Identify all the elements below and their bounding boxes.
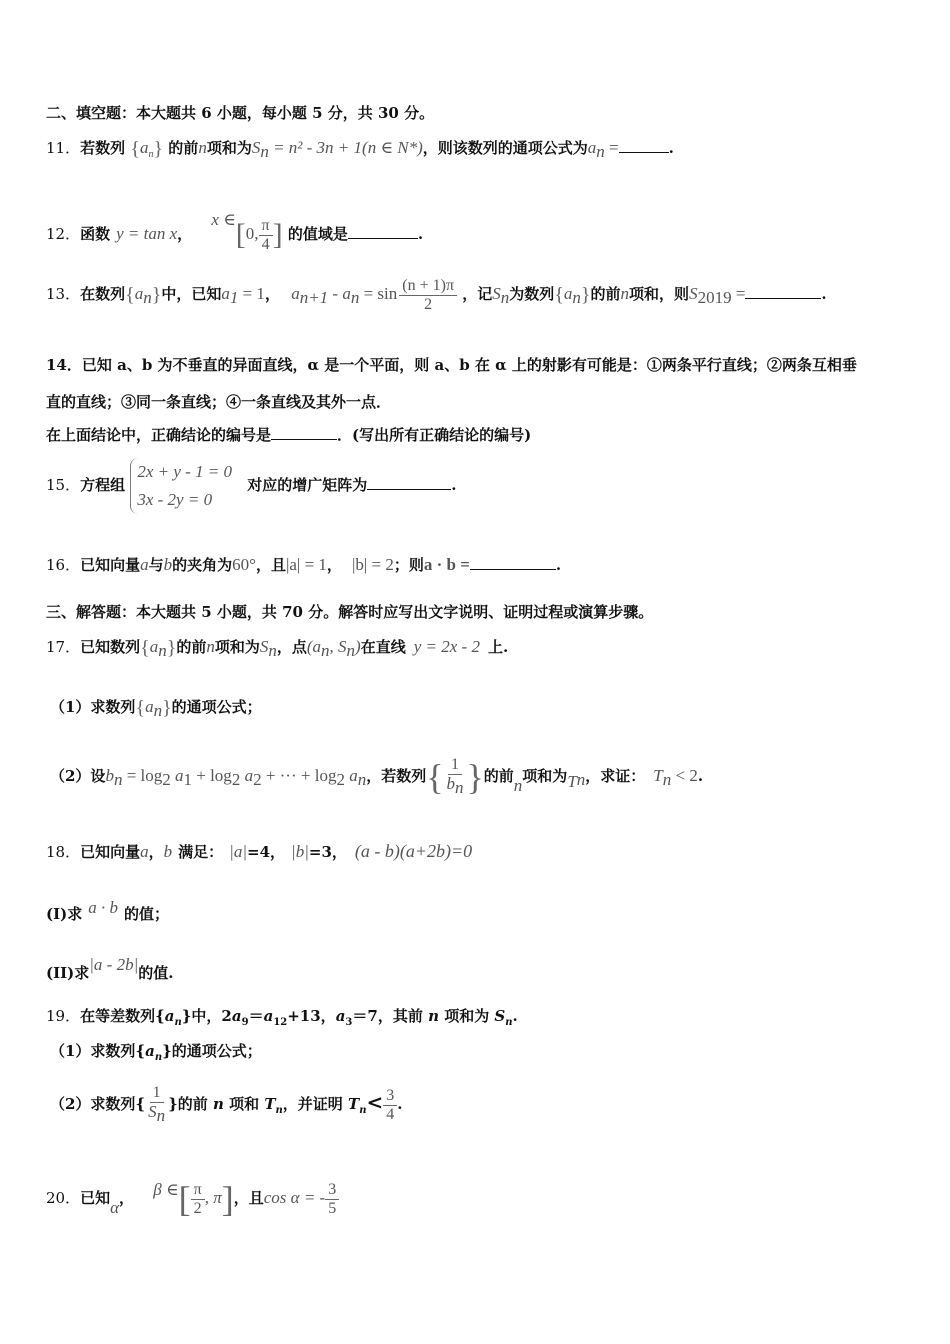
q16-text-4: ，且 — [255, 556, 286, 574]
q11-n: n — [198, 138, 207, 157]
q11-answer-eq: = — [604, 138, 619, 157]
q19-frac-num: 1 — [150, 1084, 164, 1103]
q19-part-2-text-a: （2）求数列{ — [50, 1095, 146, 1113]
q18-mag-b: |b| — [291, 842, 309, 861]
q17-bn-log-1: = log — [122, 766, 163, 785]
q19-sn: S — [494, 1007, 506, 1025]
q12-frac-den: 4 — [261, 235, 270, 253]
q20-pi-over-2 — [191, 1181, 205, 1218]
q16-mag-b: |b| = 2 — [351, 555, 394, 574]
q19-frac2-num: 3 — [383, 1087, 397, 1106]
q11-formula: S — [251, 138, 261, 157]
q17-part-1-seq: a — [145, 697, 154, 716]
q13-n: n — [620, 284, 630, 303]
section-2-header-text: 二、填空题：本大题共 6 小题，每小题 5 分，共 30 分。 — [46, 104, 435, 122]
q18-mag-a: |a| — [229, 842, 247, 861]
q18-part-2-expr: |a - 2b| — [89, 955, 139, 974]
question-15 — [46, 455, 457, 515]
question-18-part-2 — [46, 955, 174, 983]
q17-text-5: 在直线 — [360, 638, 406, 656]
q12-close-bracket: ] — [272, 218, 283, 251]
q13-comma: ， — [264, 285, 280, 303]
q17-frac-den: b — [446, 774, 455, 794]
q13-a1: a — [221, 284, 230, 303]
q19-an: a — [164, 1007, 175, 1025]
q14-text-line-3b: ．(写出所有正确结论的编号) — [337, 426, 532, 444]
q17-bn: b — [105, 766, 114, 785]
q17-text-3: 项和为 — [214, 638, 260, 656]
question-19-part-1: （1）求数列$\{a_n\}$的通项公式； — [50, 1042, 262, 1063]
question-14-line-3 — [46, 425, 531, 445]
question-19-part-2: （2）求数列{ $\frac{1}{S_n}$ }的前 n 项和 $T_n$，并证明 $T_n<$ $\frac{3}{4}$ . — [50, 1084, 403, 1126]
question-17-part-1: （1）求数列$\{a_n\}$的通项公式； — [50, 697, 262, 720]
q19-text-5: ＝7，其前 — [352, 1007, 429, 1025]
question-20 — [46, 1165, 339, 1219]
question-19: 19．在等差数列$\{a_n\}$中，$2a_9=a_{12}+13$，$a_3=7$，其前 n 项和为 $S_n$. — [46, 1007, 518, 1028]
q15-text-1: 方程组 — [80, 476, 126, 494]
q12-answer-blank[interactable] — [348, 224, 418, 239]
q13-frac-den: 2 — [424, 295, 433, 313]
q18-text-2: 满足： — [178, 843, 224, 861]
q20-beta: β ∈ — [153, 1180, 179, 1199]
q11-answer-var: a — [587, 138, 597, 157]
q13-seq: a — [134, 284, 144, 303]
q15-text-2: 对应的增广矩阵为 — [247, 476, 368, 494]
q16-end: . — [555, 556, 562, 574]
q19-three-quarters — [383, 1087, 397, 1124]
section-3-header — [46, 602, 653, 622]
q11-text-2: 的前 — [168, 139, 199, 157]
q18-comma: ， — [148, 843, 164, 861]
q11-text-1: 若数列 — [80, 139, 126, 157]
question-16 — [46, 555, 561, 575]
q19-tn: T — [264, 1095, 276, 1113]
q12-text-2: 的值域是 — [287, 225, 348, 243]
question-13: 13．在数列$\{a_n\}$中，已知$a_1 = 1$， $a_{n+1} - a_n = \sin$ $\frac{(n + 1)\pi}{2}$ ，记$S_n$为数列$\{a_n\}$的前n项和，则$S_{2019}$ = . — [46, 276, 827, 313]
q20-text-2: ，且 — [233, 1189, 264, 1207]
q19-frac-den: S — [148, 1102, 157, 1122]
q19-text-3: ＝ — [248, 1007, 264, 1025]
q17-n: n — [206, 637, 215, 656]
q19-part-1-text-b: }的通项公式； — [162, 1042, 262, 1060]
q12-zero: 0, — [245, 224, 259, 243]
q17-sn: S — [259, 637, 269, 656]
q13-s2019: S — [689, 284, 698, 303]
q19-a3: a — [335, 1007, 346, 1025]
q18-value-1: =4， — [247, 843, 286, 861]
q17-text-1: 已知数列 — [80, 638, 141, 656]
q18-part-2-text-a: 求 — [74, 964, 90, 982]
q20-frac2-den: 5 — [328, 1199, 337, 1217]
q19-reciprocal-sn: $\frac{1}{S_n}$ — [148, 1084, 166, 1126]
q14-text-line-1: 14．已知 a、b 为不垂直的异面直线，α 是一个平面，则 a、b 在 α 上的射影有可能是：①两条平行直线；②两条互相垂 — [46, 356, 857, 374]
q17-tn: T — [567, 772, 577, 791]
q11-text-3: 项和为 — [206, 139, 252, 157]
section-3-header-text: 三、解答题：本大题共 5 小题，共 70 分。解答时应写出文字说明、证明过程或演算步骤。 — [46, 603, 654, 621]
q18-value-2: =3， — [308, 843, 347, 861]
q15-answer-blank[interactable] — [367, 475, 451, 490]
q12-text-1: 函数 — [80, 225, 111, 243]
q18-part-1-expr: a · b — [88, 898, 118, 917]
q13-text-2: 中，已知 — [161, 285, 222, 303]
q13-text-4: 为数列 — [509, 285, 555, 303]
q11-number: 11． — [46, 139, 81, 157]
q19-part-2-n: n — [212, 1095, 224, 1113]
q11-formula-rest: = n² - 3n + 1(n ∈ N*) — [268, 138, 423, 157]
q19-frac2-den: 4 — [386, 1105, 395, 1123]
q13-recurrence-mid: - a — [328, 284, 351, 303]
q16-angle: 60° — [232, 555, 256, 574]
q11-text-4: ，则该数列的通项公式为 — [422, 139, 588, 157]
q17-seq: a — [149, 637, 159, 656]
q16-text-2: 与 — [148, 556, 164, 574]
q18-text-1: 已知向量 — [80, 843, 141, 861]
q19-part-1-text-a: （1）求数列{ — [50, 1042, 146, 1060]
q13-fraction — [399, 277, 457, 314]
q19-a12: a — [263, 1007, 274, 1025]
q17-text-6: 上. — [487, 638, 509, 656]
q19-text-1: 在等差数列{ — [80, 1007, 165, 1025]
question-17: 17．已知数列$\{a_n\}$的前n项和为$S_n$，点($a_n$, $S_n$)在直线 y = 2x - 2 上. — [46, 637, 509, 660]
q11-seq: a — [139, 138, 149, 157]
question-11: 11．若数列 $\{a_n\}$ 的前n项和为$S_n = n^2 - 3n + 1(n$ ∈ N*)，则该数列的通项公式为$a_n$ = . — [46, 138, 674, 161]
q19-number: 19． — [46, 1007, 81, 1025]
q18-part-1-text-a: 求 — [67, 905, 83, 923]
q13-text-5: 的前 — [590, 285, 621, 303]
question-18 — [46, 838, 472, 864]
q19-end: . — [397, 1095, 403, 1113]
q17-frac-num: 1 — [448, 756, 462, 775]
q19-text-6: 项和为 — [438, 1007, 495, 1025]
q17-bn-a1: a — [170, 766, 184, 785]
q15-equation-2: 3x - 2y = 0 — [137, 490, 213, 509]
q19-end: . — [512, 1007, 518, 1025]
q18-vector-a: a — [140, 842, 149, 861]
q13-seq-2: a — [563, 284, 573, 303]
q20-cos-alpha: cos α = - — [263, 1188, 326, 1207]
q19-less-than: < — [366, 1090, 384, 1114]
q16-text-3: 的夹角为 — [172, 556, 233, 574]
q16-text-5: ；则 — [393, 556, 424, 574]
q20-frac2-num: 3 — [325, 1181, 339, 1200]
q12-end: . — [417, 225, 424, 243]
q20-alpha: α — [110, 1198, 120, 1217]
q17-reciprocal-bn: $\frac{1}{b_n}$ — [446, 756, 464, 798]
q12-open-bracket: [ — [235, 218, 246, 251]
q16-number: 16． — [46, 556, 81, 574]
q20-number: 20． — [46, 1189, 81, 1207]
q19-a9: a — [231, 1007, 242, 1025]
q17-text-10: ，求证： — [585, 767, 646, 785]
q17-bn-log-n: + ··· + log — [261, 766, 337, 785]
q20-close-bracket: ] — [221, 1179, 234, 1219]
q17-point-mid: , S — [329, 637, 347, 656]
q13-end: . — [821, 285, 827, 303]
q19-part-2-text-b: }的前 — [168, 1095, 213, 1113]
q20-pi: , π — [204, 1188, 222, 1207]
q17-part-2-n: n — [513, 776, 523, 795]
q19-tn-2: T — [348, 1095, 360, 1113]
q18-part-1-text-b: 的值； — [123, 905, 169, 923]
q17-bn-an: a — [344, 766, 358, 785]
q11-answer-blank[interactable] — [619, 138, 669, 153]
q17-number: 17． — [46, 638, 81, 656]
q17-inequality: T — [653, 766, 663, 785]
q17-inequality-rest: < 2 — [671, 766, 698, 785]
q13-text-1: 在数列 — [80, 285, 126, 303]
q13-recurrence-sin: = sin — [359, 284, 398, 303]
q12-number: 12． — [46, 225, 81, 243]
q20-frac-num: π — [191, 1181, 205, 1200]
q16-comma: ， — [326, 556, 342, 574]
q19-part-1-an: a — [145, 1042, 155, 1060]
q12-domain-var: x ∈ — [211, 210, 236, 229]
q11-end: . — [668, 139, 674, 157]
q13-recurrence: a — [291, 284, 300, 303]
q13-number: 13． — [46, 285, 81, 303]
q18-part-2-label: (II) — [46, 964, 75, 982]
q12-pi-over-4 — [259, 217, 273, 254]
section-2-header — [46, 103, 434, 123]
q12-comma: ， — [177, 225, 193, 243]
question-17-part-2: （2）设$b_n = \log_2 a_1 + \log_2 a_2$ + ··· + $\log_2 a_n$，若数列{ $\frac{1}{b_n}$ }的前n项和为$T_n$，求证： $T_n < 2$. — [50, 756, 704, 798]
q13-text-3: ，记 — [462, 285, 493, 303]
q17-text-2: 的前 — [176, 638, 207, 656]
q20-three-fifths — [325, 1181, 339, 1218]
q17-text-4: ，点 — [276, 638, 307, 656]
q13-text-6: 项和，则 — [629, 285, 690, 303]
q19-text-4: +13， — [287, 1007, 336, 1025]
q13-equals: = — [731, 284, 746, 303]
q17-point: (a — [306, 637, 322, 656]
q14-answer-blank[interactable] — [271, 425, 337, 440]
q20-text-1: 已知 — [80, 1189, 111, 1207]
q17-part-1-text-a: （1）求数列 — [50, 698, 136, 716]
q19-text-2: }中，2 — [181, 1007, 232, 1025]
q15-equation-system — [130, 458, 232, 514]
q17-line-equation: y = 2x - 2 — [413, 637, 480, 656]
q16-vector-a: a — [140, 555, 149, 574]
q20-frac-den: 2 — [193, 1199, 202, 1217]
q20-open-bracket: [ — [178, 1179, 191, 1219]
q19-part-2-text-d: ，并证明 — [282, 1095, 349, 1113]
q18-part-2-text-b: 的值. — [138, 964, 174, 982]
q18-part-1-label: (I) — [46, 905, 68, 923]
question-18-part-1 — [46, 898, 169, 924]
q17-bn-a2: a — [240, 766, 254, 785]
q20-comma: ， — [119, 1189, 135, 1207]
q17-part-2-text-a: （2）设 — [50, 767, 106, 785]
q13-a1-value: = 1 — [238, 284, 265, 303]
q16-answer-blank[interactable] — [470, 555, 556, 570]
question-12 — [46, 200, 424, 253]
q17-point-end: ) — [355, 637, 361, 656]
q16-vector-b: b — [163, 555, 173, 574]
q19-n: n — [428, 1007, 439, 1025]
q15-end: . — [451, 476, 457, 494]
q14-text-line-2: 直的直线；③同一条直线；④一条直线及其外一点． — [46, 393, 392, 411]
q12-frac-num: π — [259, 217, 273, 236]
q16-mag-a: |a| = 1 — [285, 555, 327, 574]
q14-text-line-3a: 在上面结论中，正确结论的编号是 — [46, 426, 272, 444]
q16-text-1: 已知向量 — [80, 556, 141, 574]
q12-function: y = tan x — [116, 224, 178, 243]
q17-bn-log-2: + log — [192, 766, 232, 785]
q15-equation-1: 2x + y - 1 = 0 — [137, 462, 233, 481]
q18-condition: (a - b)(a+2b)=0 — [354, 841, 473, 861]
q13-answer-blank[interactable] — [745, 284, 821, 299]
question-14-line-1 — [46, 355, 857, 375]
q13-sn: S — [492, 284, 501, 303]
q18-number: 18． — [46, 843, 81, 861]
q17-text-8: 的前 — [483, 767, 514, 785]
question-14-line-2 — [46, 392, 391, 412]
q18-vector-b: b — [163, 842, 173, 861]
q15-number: 15． — [46, 476, 81, 494]
q17-text-9: 项和为 — [522, 767, 568, 785]
q17-end: . — [697, 767, 704, 785]
q13-frac-num: (n + 1)π — [399, 277, 457, 296]
q17-text-7: ，若数列 — [366, 767, 427, 785]
q17-part-1-text-b: 的通项公式； — [171, 698, 262, 716]
q19-part-2-text-c: 项和 — [223, 1095, 265, 1113]
q16-dot-product: a · b = — [423, 555, 470, 574]
